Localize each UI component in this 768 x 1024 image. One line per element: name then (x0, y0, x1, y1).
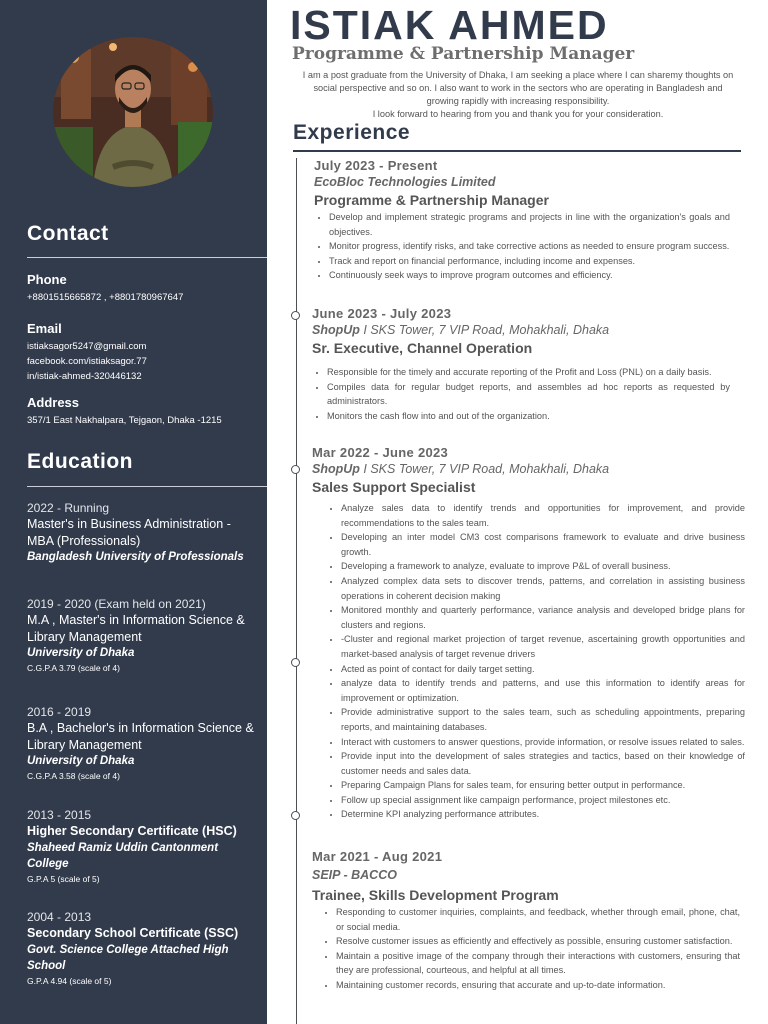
education-divider (27, 486, 267, 487)
list-item: • Maintain a positive image of the company through their interactions with customers, ensuring that they are professional, courteous, and helpful at all times. (336, 949, 740, 978)
job-company-name: SEIP - BACCO (312, 868, 397, 882)
job-position: Sr. Executive, Channel Operation (312, 340, 533, 356)
education-institution: Bangladesh University of Professionals (27, 551, 244, 563)
timeline-line (296, 158, 297, 1024)
phone-label: Phone (27, 272, 67, 287)
email-label: Email (27, 321, 62, 336)
job-company-name: EcoBloc Technologies Limited (314, 175, 496, 189)
education-degree: B.A , Bachelor's in Information Science & Library Management (27, 721, 254, 752)
linkedin-link[interactable]: in/istiak-ahmed-320446132 (27, 371, 142, 382)
education-degree: Secondary School Certificate (SSC) (27, 926, 239, 940)
timeline-dot (291, 811, 300, 820)
job-responsibilities (312, 365, 730, 423)
job-shopup-channel (312, 305, 730, 423)
education-item-mba (27, 501, 259, 565)
list-item: • Monitors the cash flow into and out of the organization. (327, 409, 730, 424)
education-score: G.P.A 5 (scale of 5) (27, 873, 100, 884)
list-item: • -Cluster and regional market projection of target revenue, ascertaining growth opportunities and market-based analysis of target revenue drivers (341, 632, 745, 661)
list-item: • Monitored monthly and quarterly performance, variance analysis and developed bridge plans for clusters and regions. (341, 603, 745, 632)
list-item: • Resolve customer issues as efficiently and effectively as possible, ensuring customer satisfaction. (336, 934, 740, 949)
list-item: • Responding to customer inquiries, complaints, and feedback, whether through email, phone, chat, or social media. (336, 905, 740, 934)
facebook-link[interactable]: facebook.com/istiaksagor.77 (27, 356, 147, 367)
job-responsibilities (314, 210, 730, 283)
list-item: • Continuously seek ways to improve program outcomes and efficiency. (329, 268, 730, 283)
job-company-name: ShopUp (312, 323, 360, 337)
list-item: • Interact with customers to answer questions, provide information, or resolve issues related to sales. (341, 735, 745, 750)
list-item: • analyze data to identify trends and patterns, and use this information to identify areas for improvement or optimization. (341, 676, 745, 705)
job-responsibilities (312, 905, 740, 993)
education-item-ssc (27, 910, 259, 988)
job-responsibilities (312, 501, 745, 822)
job-company-address: I SKS Tower, 7 VIP Road, Mohakhali, Dhaka (359, 462, 610, 476)
job-dates: Mar 2022 - June 2023 (312, 445, 449, 460)
education-score: C.G.P.A 3.79 (scale of 4) (27, 663, 120, 673)
education-institution: University of Dhaka (27, 647, 135, 659)
job-ecobloc (314, 157, 730, 283)
list-item: • Follow up special assignment like campaign performance, project milestones etc. (341, 793, 745, 808)
job-seip-bacco (312, 848, 740, 993)
address-label: Address (27, 395, 80, 410)
profile-photo-image (53, 37, 213, 187)
email-value[interactable]: istiaksagor5247@gmail.com (27, 341, 147, 352)
experience-heading: Experience (293, 121, 411, 144)
education-degree: Higher Secondary Certificate (HSC) (27, 824, 237, 838)
job-position: Trainee, Skills Development Program (312, 887, 559, 903)
list-item: • Preparing Campaign Plans for sales team, for ensuring better output in performance. (341, 778, 745, 793)
list-item: • Developing a framework to analyze, evaluate to improve P&L of overall business. (341, 559, 745, 574)
job-company (312, 322, 730, 339)
education-item-ma (27, 597, 259, 675)
summary-paragraph: I look forward to hearing from you and thank you for your consideration. (372, 109, 664, 119)
education-degree: Master's in Business Administration - MBA (Professionals) (27, 517, 231, 548)
sidebar (0, 0, 267, 1024)
job-company-name: ShopUp (312, 462, 360, 476)
list-item: • Compiles data for regular budget reports, and assembles ad hoc reports as requested by administrators. (327, 380, 730, 409)
education-degree: M.A , Master's in Information Science & Library Management (27, 613, 245, 644)
address-value: 357/1 East Nakhalpara, Tejgaon, Dhaka -1215 (27, 415, 222, 426)
contact-heading: Contact (27, 222, 109, 245)
timeline-dot (291, 465, 300, 474)
education-years: 2019 - 2020 (Exam held on 2021) (27, 597, 206, 611)
education-score: G.P.A 4.94 (scale of 5) (27, 975, 112, 986)
education-item-hsc (27, 808, 259, 886)
education-item-ba (27, 705, 259, 783)
job-company (314, 174, 730, 191)
contact-divider (27, 257, 267, 258)
profile-photo (53, 37, 213, 187)
education-years: 2016 - 2019 (27, 705, 92, 719)
job-shopup-sales (312, 444, 745, 822)
list-item: • Maintaining customer records, ensuring that accurate and up-to-date information. (336, 978, 740, 993)
phone-value: +8801515665872 , +8801780967647 (27, 292, 184, 303)
list-item: • Responsible for the timely and accurate reporting of the Profit and Loss (PNL) on a daily basis. (327, 365, 730, 380)
list-item: • Analyzed complex data sets to discover trends, patterns, and correlation in assisting business operations in coherent decision making (341, 574, 745, 603)
education-years: 2004 - 2013 (27, 910, 92, 924)
education-institution: Shaheed Ramiz Uddin Cantonment College (27, 841, 219, 870)
candidate-name: ISTIAK AHMED (290, 2, 609, 48)
candidate-title: Programme & Partnership Manager (292, 44, 635, 64)
list-item: • Provide administrative support to the sales team, such as scheduling appointments, preparing reports, and maintaining databases. (341, 705, 745, 734)
job-dates: Mar 2021 - Aug 2021 (312, 849, 443, 864)
education-institution: Govt. Science College Attached High School (27, 943, 229, 972)
list-item: • Determine KPI analyzing performance attributes. (341, 807, 745, 822)
job-position: Programme & Partnership Manager (314, 192, 549, 208)
education-years: 2013 - 2015 (27, 808, 92, 822)
education-years: 2022 - Running (27, 501, 110, 515)
list-item: • Monitor progress, identify risks, and take corrective actions as needed to ensure program success. (329, 239, 730, 254)
job-position: Sales Support Specialist (312, 479, 476, 495)
list-item: • Developing an inter model CM3 cost comparisons framework to evaluate and drive business growth. (341, 530, 745, 559)
summary (300, 69, 736, 121)
education-score: C.G.P.A 3.58 (scale of 4) (27, 771, 120, 781)
list-item: • Analyze sales data to identify trends and opportunities for improvement, and provide recommendations to the sales team. (341, 501, 745, 530)
experience-divider (293, 150, 741, 152)
job-company (312, 461, 745, 478)
summary-paragraph: I am a post graduate from the University of Dhaka, I am seeking a place where I can sharemy thoughts on social perspective and so on. I also want to work in the sectors who are operating in Bangladesh and growing rapidly with increasing responsibility. (302, 70, 734, 106)
education-heading: Education (27, 450, 134, 473)
list-item: • Acted as point of contact for daily target setting. (341, 662, 745, 677)
job-company-address: I SKS Tower, 7 VIP Road, Mohakhali, Dhaka (359, 323, 610, 337)
list-item: • Develop and implement strategic programs and projects in line with the organization's goals and objectives. (329, 210, 730, 239)
list-item: • Provide input into the development of sales strategies and tactics, based on their knowledge of customer needs and sales data. (341, 749, 745, 778)
job-company (312, 867, 740, 884)
job-dates: July 2023 - Present (314, 158, 438, 173)
timeline-dot (291, 658, 300, 667)
education-institution: University of Dhaka (27, 755, 135, 767)
list-item: • Track and report on financial performance, including income and expenses. (329, 254, 730, 269)
job-dates: June 2023 - July 2023 (312, 306, 452, 321)
timeline-dot (291, 311, 300, 320)
